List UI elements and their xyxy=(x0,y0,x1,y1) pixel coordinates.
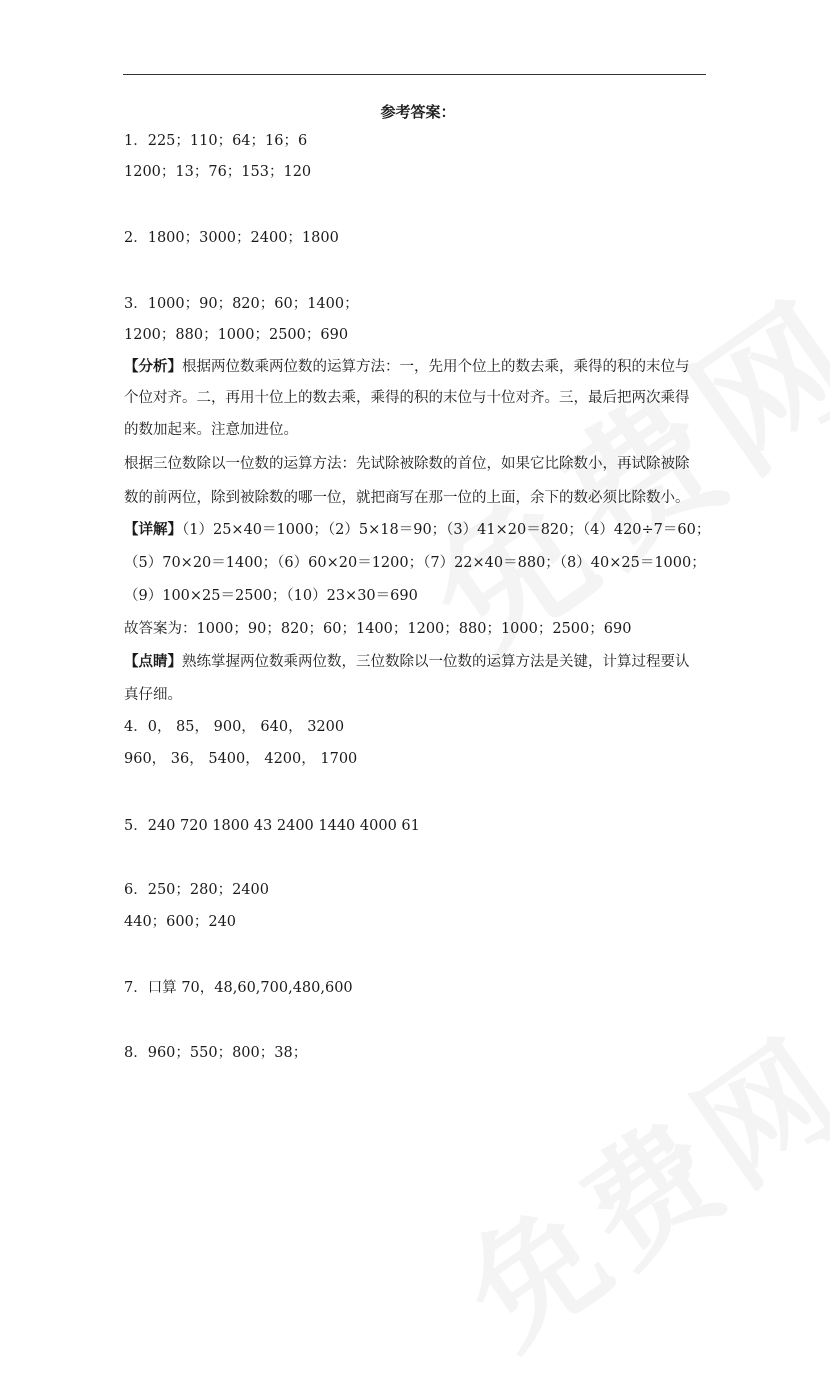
detail-tag: 【详解】 xyxy=(124,521,182,538)
answer-6-line-1: 6．250；280；2400 xyxy=(124,882,269,898)
comment-line-1 xyxy=(124,652,712,672)
comment-line-2: 真仔细。 xyxy=(124,687,182,703)
answer-5-line-1: 5．240 720 1800 43 2400 1440 4000 61 xyxy=(124,818,420,834)
analysis-text: 根据两位数乘两位数的运算方法：一，先用个位上的数去乘，乘得的积的末位与 xyxy=(182,359,690,375)
answer-3-line-2: 1200；880；1000；2500；690 xyxy=(124,327,349,343)
answer-4-line-1: 4．0， 85， 900， 640， 3200 xyxy=(124,719,345,735)
answer-3-line-1: 3．1000；90；820；60；1400； xyxy=(124,296,359,312)
detail-line-2: （5）70×20＝1400；（6）60×20＝1200；（7）22×40＝880；（8）40×25＝1000； xyxy=(124,555,706,571)
detail-line-1 xyxy=(124,520,712,540)
answer-4-line-2: 960， 36， 5400， 4200， 1700 xyxy=(124,751,358,767)
comment-text: 熟练掌握两位数乘两位数，三位数除以一位数的运算方法是关键，计算过程要认 xyxy=(182,654,690,670)
analysis-line-2: 个位对齐。二，再用十位上的数去乘，乘得的积的末位与十位对齐。三，最后把两次乘得 xyxy=(124,390,690,406)
header-rule xyxy=(123,74,706,75)
analysis-tag: 【分析】 xyxy=(124,358,182,375)
answer-7-line-1: 7．口算 70，48,60,700,480,600 xyxy=(124,980,353,996)
detail-line-3: （9）100×25＝2500；（10）23×30＝690 xyxy=(124,588,418,604)
analysis-line-5: 数的前两位，除到被除数的哪一位，就把商写在那一位的上面，余下的数必须比除数小。 xyxy=(124,490,690,506)
answer-6-line-2: 440；600；240 xyxy=(124,914,237,930)
answer-2-line-1: 2．1800；3000；2400；1800 xyxy=(124,230,339,246)
answer-1-line-1: 1．225；110；64；16；6 xyxy=(124,133,308,149)
analysis-line-1 xyxy=(124,357,712,377)
answer-8-line-1: 8．960；550；800；38； xyxy=(124,1045,308,1061)
final-answer: 故答案为：1000；90；820；60；1400；1200；880；1000；2500；690 xyxy=(124,621,632,637)
analysis-line-3: 的数加起来。注意加进位。 xyxy=(124,422,298,438)
comment-tag: 【点睛】 xyxy=(124,653,182,670)
detail-text: （1）25×40＝1000；（2）5×18＝90；（3）41×20＝820；（4）420÷7＝60； xyxy=(182,522,711,538)
answer-1-line-2: 1200；13；76；153；120 xyxy=(124,164,312,180)
page-title: 参考答案： xyxy=(380,103,456,121)
analysis-line-4: 根据三位数除以一位数的运算方法：先试除被除数的首位，如果它比除数小，再试除被除 xyxy=(124,456,690,472)
